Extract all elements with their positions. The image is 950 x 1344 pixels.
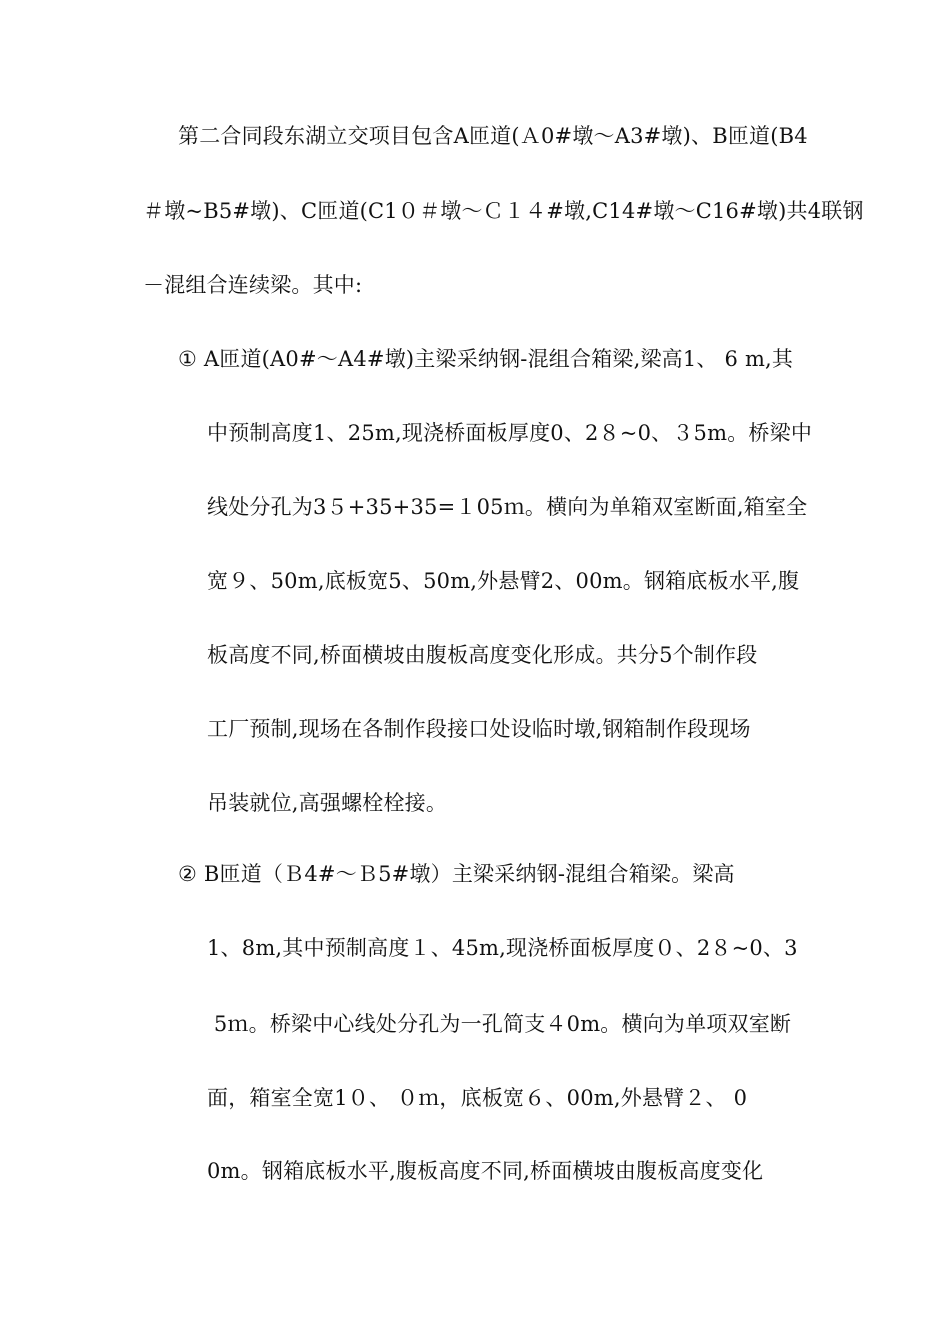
intro-line-2: ＃墩~B5#墩)、C匝道(C1０＃墩～Ｃ１４#墩,C14#墩～C16#墩)共4联钢 [143, 199, 864, 223]
item2-line-2: 5ｍ。桥梁中心线处分孔为一孔简支４0m。横向为单项双室断 [207, 1012, 792, 1036]
item2-line-4: 0m。钢箱底板水平,腹板高度不同,桥面横坡由腹板高度变化 [207, 1159, 764, 1183]
item2-line-3: 面，箱室全宽1０、 ０ｍ，底板宽６、00m,外悬臂２、 0 [207, 1086, 748, 1110]
intro-line-3: －混组合连续梁。其中: [143, 273, 363, 297]
item1-line-3: 宽９、50m,底板宽5、50m,外悬臂2、00m。钢箱底板水平,腹 [207, 569, 800, 593]
item1-line-6: 吊装就位,高强螺栓栓接。 [207, 791, 448, 815]
intro-line-1: 第二合同段东湖立交项目包含A匝道(Ａ0#墩～A3#墩)、B匝道(B4 [178, 124, 808, 148]
item2-first-line: ② B匝道（Ｂ4#～Ｂ5#墩）主梁采纳钢-混组合箱梁。梁高 [178, 862, 735, 886]
item2-line-1: 1、8m,其中预制高度１、45m,现浇桥面板厚度０、2８~0、3 [207, 936, 798, 960]
item1-line-4: 板高度不同,桥面横坡由腹板高度变化形成。共分5个制作段 [207, 643, 758, 667]
item1-line-1: 中预制高度1、25m,现浇桥面板厚度0、2８~0、３5m。桥梁中 [207, 421, 813, 445]
item1-first-line: ① A匝道(A0#～A4#墩)主梁采纳钢-混组合箱梁,梁高1、 6 m,其 [178, 347, 794, 371]
item1-line-2: 线处分孔为3５+35+35=１05ｍ。横向为单箱双室断面,箱室全 [207, 495, 808, 519]
item1-line-5: 工厂预制,现场在各制作段接口处设临时墩,钢箱制作段现场 [207, 717, 751, 741]
